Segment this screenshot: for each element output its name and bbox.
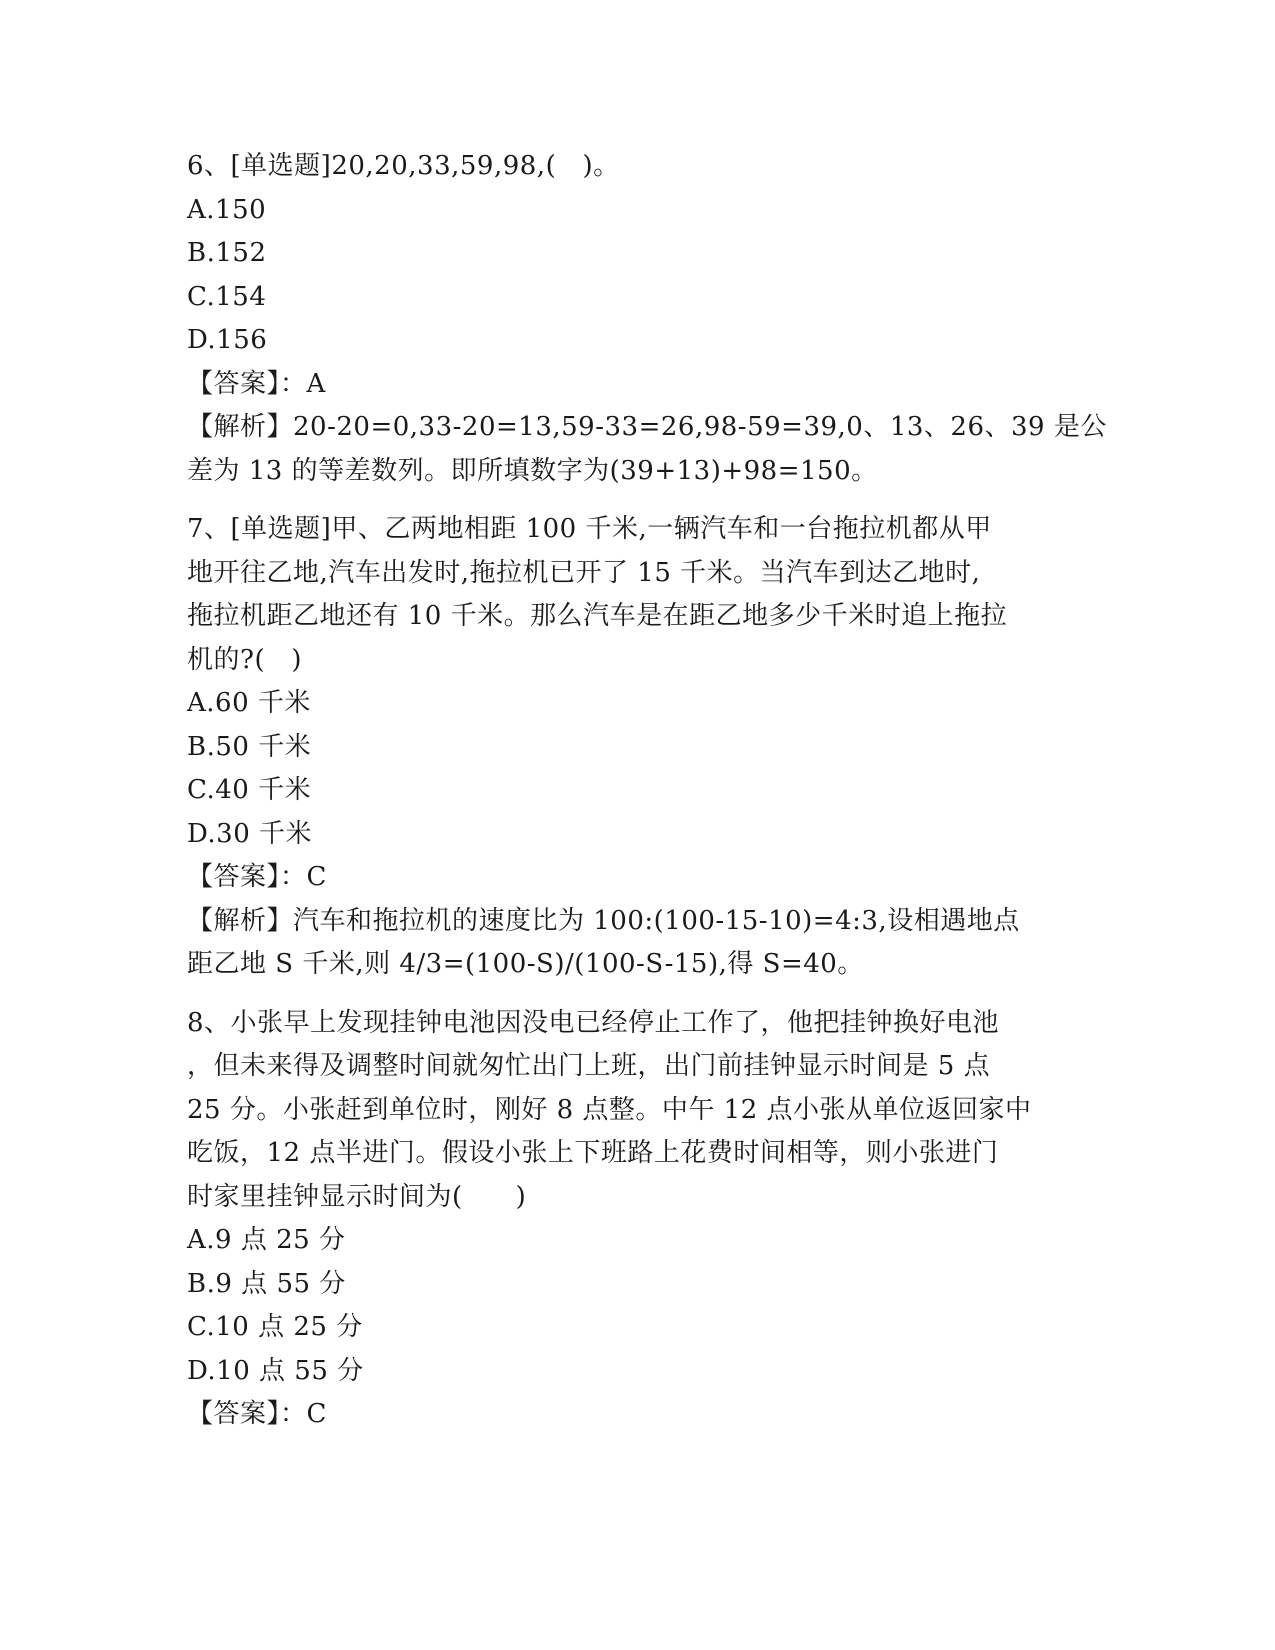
option-d: D.30 千米	[187, 818, 313, 849]
stem-line: 地开往乙地,汽车出发时,拖拉机已开了 15 千米。当汽车到达乙地时,	[187, 557, 981, 588]
analysis-line: 距乙地 S 千米,则 4/3=(100-S)/(100-S-15),得 S=40。	[187, 949, 864, 979]
question-8	[187, 1002, 1087, 1437]
option-a: A.60 千米	[187, 688, 311, 718]
analysis-line: 【解析】20-20=0,33-20=13,59-33=26,98-59=39,0、13、26、39 是公	[187, 412, 1107, 442]
stem-line: 25 分。小张赶到单位时，刚好 8 点整。中午 12 点小张从单位返回家中	[187, 1094, 1032, 1125]
option-c: C.10 点 25 分	[187, 1312, 363, 1342]
option-c: C.40 千米	[187, 775, 312, 805]
answer-line: 【答案】：C	[187, 1399, 327, 1429]
stem-line: 吃饭，12 点半进门。假设小张上下班路上花费时间相等，则小张进门	[187, 1138, 999, 1168]
analysis-block	[187, 900, 1087, 987]
option-d: D.10 点 55 分	[187, 1355, 364, 1386]
question-6	[187, 145, 1107, 493]
option-b: B.50 千米	[187, 731, 312, 762]
analysis-line: 【解析】汽车和拖拉机的速度比为 100:(100-15-10)=4:3,设相遇地点	[187, 905, 1020, 936]
answer-line: 【答案】：A	[187, 368, 326, 399]
stem-line: 机的?( )	[187, 644, 303, 675]
option-a: A.150	[187, 194, 267, 225]
question-stem	[187, 508, 1087, 682]
question-stem	[187, 1002, 1087, 1220]
option-c: C.154	[187, 281, 267, 312]
stem-line: 8、小张早上发现挂钟电池因没电已经停止工作了，他把挂钟换好电池	[187, 1007, 1000, 1038]
answer-line: 【答案】：C	[187, 862, 327, 892]
question-7	[187, 508, 1087, 987]
stem-line: 拖拉机距乙地还有 10 千米。那么汽车是在距乙地多少千米时追上拖拉	[187, 601, 1008, 631]
stem-line: 时家里挂钟显示时间为( )	[187, 1181, 527, 1212]
stem-line: 7、[单选题]甲、乙两地相距 100 千米,一辆汽车和一台拖拉机都从甲	[187, 514, 992, 544]
option-a: A.9 点 25 分	[187, 1225, 346, 1255]
stem-line: 6、[单选题]20,20,33,59,98,( )。	[187, 151, 620, 181]
option-d: D.156	[187, 325, 268, 355]
analysis-line: 差为 13 的等差数列。即所填数字为(39+13)+98=150。	[187, 455, 878, 486]
option-b: B.152	[187, 238, 267, 268]
document-content	[187, 145, 1107, 1452]
stem-line: ，但未来得及调整时间就匆忙出门上班，出门前挂钟显示时间是 5 点	[187, 1051, 991, 1081]
analysis-block	[187, 406, 1107, 493]
question-stem	[187, 145, 1087, 189]
option-b: B.9 点 55 分	[187, 1268, 346, 1299]
